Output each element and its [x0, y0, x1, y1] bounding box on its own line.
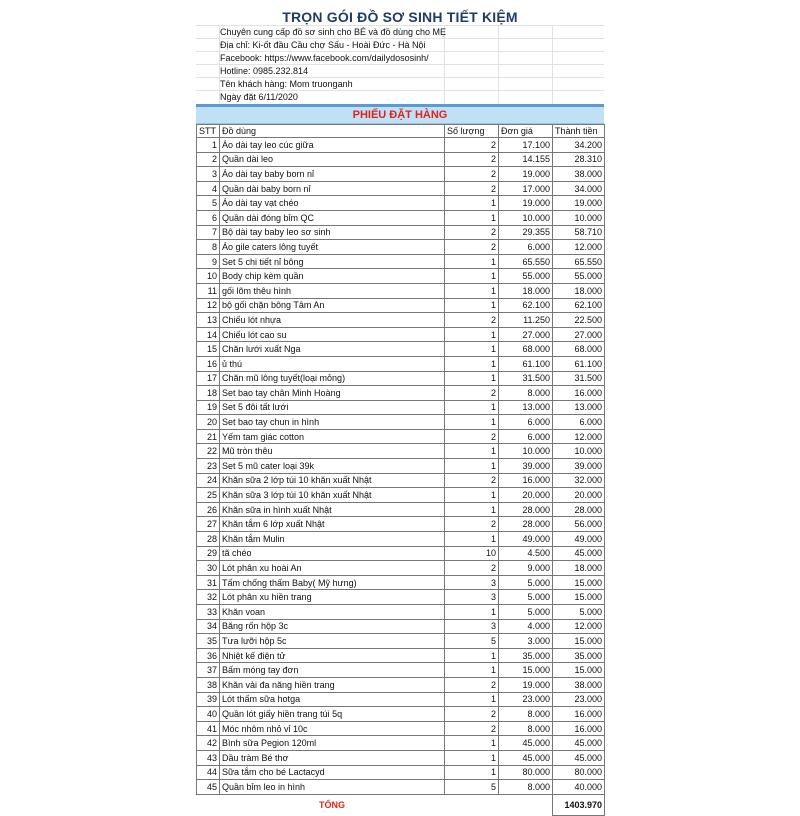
item-subtotal: 45.000 [553, 546, 605, 561]
row-index: 10 [197, 269, 220, 284]
shop-facebook: Facebook: https://www.facebook.com/dailydososinh/ [220, 53, 429, 63]
table-row [197, 152, 605, 167]
order-table [196, 124, 605, 816]
item-subtotal: 28.000 [553, 502, 605, 517]
item-name: Bộ dài tay baby leo sơ sinh [220, 225, 445, 240]
item-quantity: 2 [445, 721, 499, 736]
item-subtotal: 31.500 [553, 371, 605, 386]
customer-name: Tên khách hàng: Mom truonganh [220, 79, 353, 89]
item-unit-price: 5.000 [499, 575, 553, 590]
row-index: 35 [197, 634, 220, 649]
row-index: 2 [197, 152, 220, 167]
table-row [197, 546, 605, 561]
row-index: 42 [197, 736, 220, 751]
item-unit-price: 80.000 [499, 765, 553, 780]
order-form-banner: PHIẾU ĐẶT HÀNG [196, 104, 604, 124]
table-row [197, 590, 605, 605]
item-quantity: 3 [445, 590, 499, 605]
item-subtotal: 45.000 [553, 736, 605, 751]
item-name: Chăn mũ lông tuyết(loại mỏng) [220, 371, 445, 386]
table-row [197, 356, 605, 371]
item-unit-price: 18.000 [499, 283, 553, 298]
col-header-item: Đồ dùng [220, 125, 445, 138]
item-subtotal: 20.000 [553, 488, 605, 503]
table-row [197, 167, 605, 182]
row-index: 12 [197, 298, 220, 313]
item-subtotal: 16.000 [553, 386, 605, 401]
row-index: 45 [197, 780, 220, 795]
item-subtotal: 15.000 [553, 575, 605, 590]
item-quantity: 1 [445, 444, 499, 459]
item-name: Áo dài tay leo cúc giữa [220, 138, 445, 153]
item-quantity: 1 [445, 532, 499, 547]
item-quantity: 1 [445, 663, 499, 678]
item-quantity: 1 [445, 648, 499, 663]
table-row [197, 473, 605, 488]
table-row [197, 488, 605, 503]
item-quantity: 2 [445, 225, 499, 240]
item-unit-price: 19.000 [499, 196, 553, 211]
table-row [197, 181, 605, 196]
row-index: 23 [197, 459, 220, 474]
total-spacer [499, 794, 553, 815]
item-name: Quần dài đóng bỉm QC [220, 210, 445, 225]
item-name: Khăn sữa in hình xuất Nhật [220, 502, 445, 517]
item-unit-price: 20.000 [499, 488, 553, 503]
row-index: 20 [197, 415, 220, 430]
item-quantity: 1 [445, 327, 499, 342]
item-subtotal: 10.000 [553, 210, 605, 225]
item-unit-price: 39.000 [499, 459, 553, 474]
item-subtotal: 65.550 [553, 254, 605, 269]
total-spacer [445, 794, 499, 815]
table-row [197, 532, 605, 547]
item-subtotal: 49.000 [553, 532, 605, 547]
shop-address: Địa chỉ: Ki-ốt đầu Cầu chợ Sấu - Hoài Đức - Hà Nội [220, 40, 426, 50]
sheet-header [196, 3, 604, 104]
item-subtotal: 45.000 [553, 750, 605, 765]
row-index: 30 [197, 561, 220, 576]
row-index: 9 [197, 254, 220, 269]
item-unit-price: 68.000 [499, 342, 553, 357]
item-name: Khăn vải đa năng hiền trang [220, 677, 445, 692]
row-index: 38 [197, 677, 220, 692]
item-unit-price: 8.000 [499, 707, 553, 722]
item-unit-price: 23.000 [499, 692, 553, 707]
item-name: Khăn sữa 3 lớp túi 10 khăn xuất Nhật [220, 488, 445, 503]
item-quantity: 5 [445, 634, 499, 649]
item-quantity: 1 [445, 371, 499, 386]
table-row [197, 765, 605, 780]
item-quantity: 2 [445, 313, 499, 328]
item-name: Bấm móng tay đơn [220, 663, 445, 678]
item-quantity: 1 [445, 415, 499, 430]
table-row [197, 736, 605, 751]
item-name: Tưa lưỡi hộp 5c [220, 634, 445, 649]
item-name: Khăn voan [220, 605, 445, 620]
item-unit-price: 10.000 [499, 444, 553, 459]
row-index: 14 [197, 327, 220, 342]
row-index: 34 [197, 619, 220, 634]
item-name: Set bao tay chân Minh Hoàng [220, 386, 445, 401]
table-row [197, 663, 605, 678]
row-index: 28 [197, 532, 220, 547]
item-subtotal: 15.000 [553, 590, 605, 605]
table-row [197, 459, 605, 474]
item-unit-price: 5.000 [499, 605, 553, 620]
item-name: Khăn tắm Mulin [220, 532, 445, 547]
item-subtotal: 12.000 [553, 429, 605, 444]
item-unit-price: 28.000 [499, 517, 553, 532]
item-name: Yếm tam giác cotton [220, 429, 445, 444]
item-subtotal: 56.000 [553, 517, 605, 532]
item-unit-price: 11.250 [499, 313, 553, 328]
item-unit-price: 8.000 [499, 386, 553, 401]
row-index: 29 [197, 546, 220, 561]
row-index: 6 [197, 210, 220, 225]
item-name: ủ thú [220, 356, 445, 371]
row-index: 19 [197, 400, 220, 415]
table-row [197, 298, 605, 313]
item-unit-price: 61.100 [499, 356, 553, 371]
item-name: Lót thấm sữa hotga [220, 692, 445, 707]
item-name: Body chip kèm quần [220, 269, 445, 284]
item-name: Áo dài tay baby born nỉ [220, 167, 445, 182]
row-index: 33 [197, 605, 220, 620]
item-quantity: 2 [445, 181, 499, 196]
table-row [197, 721, 605, 736]
table-row [197, 415, 605, 430]
row-index: 5 [197, 196, 220, 211]
item-subtotal: 58.710 [553, 225, 605, 240]
item-subtotal: 19.000 [553, 196, 605, 211]
item-quantity: 3 [445, 619, 499, 634]
item-quantity: 1 [445, 254, 499, 269]
item-unit-price: 28.000 [499, 502, 553, 517]
item-subtotal: 40.000 [553, 780, 605, 795]
row-index: 22 [197, 444, 220, 459]
item-name: tã chéo [220, 546, 445, 561]
table-row [197, 225, 605, 240]
table-row [197, 692, 605, 707]
item-subtotal: 68.000 [553, 342, 605, 357]
total-row [197, 794, 605, 815]
item-quantity: 2 [445, 561, 499, 576]
table-row [197, 517, 605, 532]
table-header-row [197, 125, 605, 138]
table-row [197, 502, 605, 517]
item-quantity: 1 [445, 765, 499, 780]
item-subtotal: 32.000 [553, 473, 605, 488]
item-unit-price: 17.100 [499, 138, 553, 153]
item-quantity: 1 [445, 210, 499, 225]
table-row [197, 210, 605, 225]
row-index: 21 [197, 429, 220, 444]
item-subtotal: 18.000 [553, 283, 605, 298]
shop-tagline: Chuyên cung cấp đồ sơ sinh cho BÉ và đồ dùng cho MẸ [220, 27, 447, 37]
table-row [197, 269, 605, 284]
item-unit-price: 49.000 [499, 532, 553, 547]
item-quantity: 5 [445, 780, 499, 795]
item-unit-price: 19.000 [499, 167, 553, 182]
row-index: 36 [197, 648, 220, 663]
item-unit-price: 29.355 [499, 225, 553, 240]
row-index: 8 [197, 240, 220, 255]
item-unit-price: 19.000 [499, 677, 553, 692]
item-name: Móc nhôm nhỏ vỉ 10c [220, 721, 445, 736]
item-subtotal: 16.000 [553, 707, 605, 722]
item-unit-price: 31.500 [499, 371, 553, 386]
item-subtotal: 55.000 [553, 269, 605, 284]
col-header-unit-price: Đơn giá [499, 125, 553, 138]
table-row [197, 196, 605, 211]
row-index: 1 [197, 138, 220, 153]
item-name: Lót phân xu hiền trang [220, 590, 445, 605]
item-name: Áo gile caters lông tuyết [220, 240, 445, 255]
item-unit-price: 45.000 [499, 736, 553, 751]
item-subtotal: 5.000 [553, 605, 605, 620]
item-subtotal: 34.200 [553, 138, 605, 153]
table-row [197, 240, 605, 255]
row-index: 31 [197, 575, 220, 590]
item-unit-price: 16.000 [499, 473, 553, 488]
table-row [197, 138, 605, 153]
item-name: Set 5 chi tiết nỉ bông [220, 254, 445, 269]
item-subtotal: 61.100 [553, 356, 605, 371]
table-row [197, 283, 605, 298]
item-quantity: 2 [445, 240, 499, 255]
item-name: Bình sữa Pegion 120ml [220, 736, 445, 751]
item-subtotal: 38.000 [553, 167, 605, 182]
row-index: 17 [197, 371, 220, 386]
row-index: 44 [197, 765, 220, 780]
item-quantity: 1 [445, 269, 499, 284]
row-index: 37 [197, 663, 220, 678]
row-index: 27 [197, 517, 220, 532]
item-subtotal: 12.000 [553, 240, 605, 255]
item-name: Set 5 đôi tất lưới [220, 400, 445, 415]
row-index: 11 [197, 283, 220, 298]
item-quantity: 2 [445, 167, 499, 182]
item-subtotal: 15.000 [553, 634, 605, 649]
row-index: 13 [197, 313, 220, 328]
item-quantity: 1 [445, 736, 499, 751]
shop-title: TRỌN GÓI ĐỒ SƠ SINH TIẾT KIỆM [282, 9, 518, 25]
order-date: Ngày đặt 6/11/2020 [220, 92, 298, 102]
item-name: Áo dài tay vạt chéo [220, 196, 445, 211]
table-row [197, 386, 605, 401]
row-index: 41 [197, 721, 220, 736]
item-quantity: 1 [445, 459, 499, 474]
table-row [197, 634, 605, 649]
item-name: Băng rốn hộp 3c [220, 619, 445, 634]
item-quantity: 1 [445, 298, 499, 313]
item-subtotal: 38.000 [553, 677, 605, 692]
row-index: 4 [197, 181, 220, 196]
row-index: 24 [197, 473, 220, 488]
item-subtotal: 13.000 [553, 400, 605, 415]
table-row [197, 750, 605, 765]
item-unit-price: 3.000 [499, 634, 553, 649]
table-row [197, 444, 605, 459]
row-index: 18 [197, 386, 220, 401]
item-name: Mũ tròn thêu [220, 444, 445, 459]
row-index: 3 [197, 167, 220, 182]
item-quantity: 2 [445, 386, 499, 401]
item-unit-price: 8.000 [499, 721, 553, 736]
item-name: Dầu tràm Bé thơ [220, 750, 445, 765]
item-subtotal: 6.000 [553, 415, 605, 430]
item-name: Khăn tắm 6 lớp xuất Nhật [220, 517, 445, 532]
item-subtotal: 27.000 [553, 327, 605, 342]
item-subtotal: 15.000 [553, 663, 605, 678]
item-subtotal: 35.000 [553, 648, 605, 663]
shop-hotline: Hotline: 0985.232.814 [220, 66, 309, 76]
total-value: 1403.970 [553, 794, 605, 815]
item-subtotal: 22.500 [553, 313, 605, 328]
item-unit-price: 65.550 [499, 254, 553, 269]
row-index: 32 [197, 590, 220, 605]
table-row [197, 648, 605, 663]
item-unit-price: 4.500 [499, 546, 553, 561]
item-unit-price: 27.000 [499, 327, 553, 342]
item-name: Quần bỉm leo in hình [220, 780, 445, 795]
item-quantity: 1 [445, 488, 499, 503]
item-unit-price: 45.000 [499, 750, 553, 765]
item-quantity: 3 [445, 575, 499, 590]
col-header-subtotal: Thành tiền [553, 125, 605, 138]
col-header-quantity: Số lượng [445, 125, 499, 138]
item-unit-price: 17.000 [499, 181, 553, 196]
item-quantity: 1 [445, 750, 499, 765]
item-quantity: 2 [445, 517, 499, 532]
item-unit-price: 9.000 [499, 561, 553, 576]
table-row [197, 575, 605, 590]
item-name: Chiếu lót nhựa [220, 313, 445, 328]
row-index: 7 [197, 225, 220, 240]
row-index: 43 [197, 750, 220, 765]
col-header-stt: STT [197, 125, 220, 138]
item-name: Chăn lưới xuất Nga [220, 342, 445, 357]
item-quantity: 2 [445, 707, 499, 722]
item-quantity: 2 [445, 677, 499, 692]
table-row [197, 400, 605, 415]
item-quantity: 2 [445, 429, 499, 444]
item-name: gối lõm thêu hình [220, 283, 445, 298]
item-subtotal: 18.000 [553, 561, 605, 576]
item-subtotal: 10.000 [553, 444, 605, 459]
row-index: 39 [197, 692, 220, 707]
item-name: Chiếu lót cao su [220, 327, 445, 342]
item-name: Quần lót giấy hiền trang túi 5q [220, 707, 445, 722]
item-quantity: 1 [445, 605, 499, 620]
item-unit-price: 6.000 [499, 415, 553, 430]
item-unit-price: 5.000 [499, 590, 553, 605]
item-unit-price: 55.000 [499, 269, 553, 284]
item-subtotal: 28.310 [553, 152, 605, 167]
total-label: TỔNG [319, 799, 345, 810]
row-index: 16 [197, 356, 220, 371]
item-quantity: 2 [445, 473, 499, 488]
order-sheet [196, 3, 604, 816]
item-quantity: 2 [445, 152, 499, 167]
item-name: Nhiệt kế điện tử [220, 648, 445, 663]
item-subtotal: 23.000 [553, 692, 605, 707]
item-quantity: 1 [445, 400, 499, 415]
table-row [197, 254, 605, 269]
item-subtotal: 34.000 [553, 181, 605, 196]
item-name: Khăn sữa 2 lớp túi 10 khăn xuất Nhật [220, 473, 445, 488]
item-unit-price: 10.000 [499, 210, 553, 225]
item-quantity: 1 [445, 283, 499, 298]
item-unit-price: 15.000 [499, 663, 553, 678]
table-row [197, 371, 605, 386]
item-unit-price: 6.000 [499, 240, 553, 255]
table-row [197, 619, 605, 634]
item-name: Set bao tay chun in hình [220, 415, 445, 430]
item-subtotal: 62.100 [553, 298, 605, 313]
table-row [197, 313, 605, 328]
row-index: 26 [197, 502, 220, 517]
table-row [197, 342, 605, 357]
item-quantity: 1 [445, 196, 499, 211]
item-subtotal: 12.000 [553, 619, 605, 634]
item-unit-price: 14.155 [499, 152, 553, 167]
item-name: Quần dài leo [220, 152, 445, 167]
item-name: Quần dài baby born nỉ [220, 181, 445, 196]
table-row [197, 561, 605, 576]
total-spacer [197, 794, 220, 815]
row-index: 15 [197, 342, 220, 357]
item-name: Lót phân xu hoài An [220, 561, 445, 576]
item-name: bộ gối chặn bông Tâm An [220, 298, 445, 313]
item-quantity: 1 [445, 502, 499, 517]
item-name: Sữa tắm cho bé Lactacyd [220, 765, 445, 780]
table-row [197, 605, 605, 620]
item-quantity: 1 [445, 692, 499, 707]
table-row [197, 429, 605, 444]
item-quantity: 1 [445, 356, 499, 371]
row-index: 25 [197, 488, 220, 503]
table-row [197, 327, 605, 342]
item-subtotal: 16.000 [553, 721, 605, 736]
row-index: 40 [197, 707, 220, 722]
item-quantity: 1 [445, 342, 499, 357]
item-unit-price: 35.000 [499, 648, 553, 663]
item-unit-price: 4.000 [499, 619, 553, 634]
table-row [197, 780, 605, 795]
item-name: Tấm chống thấm Baby( Mỹ hưng) [220, 575, 445, 590]
item-unit-price: 62.100 [499, 298, 553, 313]
item-subtotal: 39.000 [553, 459, 605, 474]
item-unit-price: 8.000 [499, 780, 553, 795]
item-quantity: 2 [445, 138, 499, 153]
item-unit-price: 6.000 [499, 429, 553, 444]
item-subtotal: 80.000 [553, 765, 605, 780]
table-row [197, 677, 605, 692]
item-quantity: 10 [445, 546, 499, 561]
table-row [197, 707, 605, 722]
item-unit-price: 13.000 [499, 400, 553, 415]
item-name: Set 5 mũ cater loại 39k [220, 459, 445, 474]
